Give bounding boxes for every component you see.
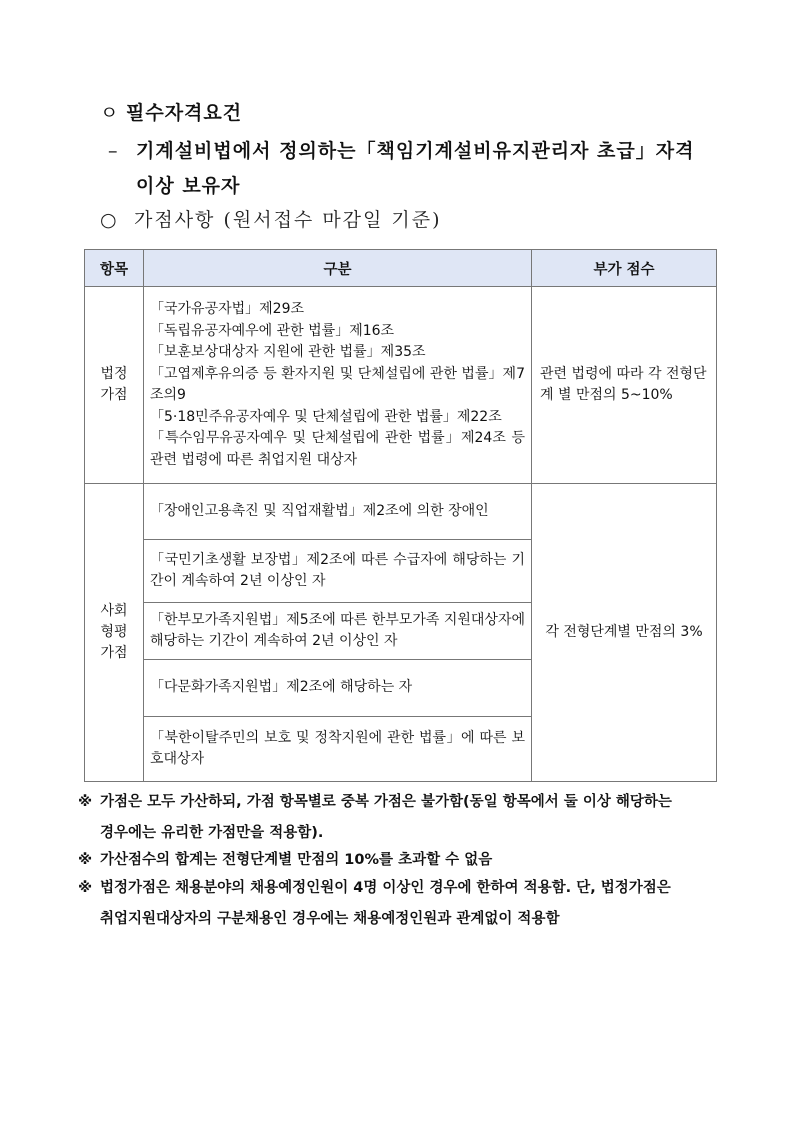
- legal-law-line: 「5·18민주유공자예우 및 단체설립에 관한 법률」제22조: [150, 408, 502, 425]
- header-item: 항목: [85, 250, 144, 287]
- section-title-text: 필수자격요건: [126, 102, 243, 124]
- social-category: 「장애인고용촉진 및 직업재활법」제2조에 의한 장애인: [144, 484, 532, 540]
- bonus-points-table: [84, 249, 717, 782]
- social-category: 「북한이탈주민의 보호 및 정착지원에 관한 법률」에 따른 보호대상자: [144, 717, 532, 782]
- circle-bullet-icon: ○: [100, 209, 119, 231]
- table-row-legal: [85, 287, 717, 484]
- table-row-social: [85, 484, 717, 540]
- table-header-row: [85, 250, 717, 287]
- legal-law-line: 「특수임무유공자예우 및 단체설립에 관한 법률」제24조 등 관련 법령에 따른 취업지원 대상자: [150, 430, 525, 468]
- bonus-title-text: 가점사항 (원서접수 마감일 기준): [134, 209, 442, 231]
- note-3-line-1: 법정가점은 채용분야의 채용예정인원이 4명 이상인 경우에 한하여 적용함. 단, 법정가점은: [100, 880, 671, 896]
- item-social-line: 가점: [100, 645, 128, 661]
- circle-bullet-icon: ㅇ: [100, 102, 120, 124]
- social-category: 「국민기초생활 보장법」제2조에 따른 수급자에 해당하는 기간이 계속하여 2년 이상인 자: [144, 540, 532, 603]
- legal-law-line: 「독립유공자예우에 관한 법률」제16조: [150, 322, 395, 339]
- section-title: [100, 98, 242, 125]
- legal-law-line: 「고엽제후유의증 등 환자지원 및 단체설립에 관한 법률」제7조의9: [150, 365, 525, 403]
- item-social-line: 사회: [100, 603, 128, 619]
- legal-law-line: 「국가유공자법」제29조: [150, 301, 305, 317]
- item-social: [85, 484, 144, 782]
- dash-bullet-icon: –: [108, 140, 119, 162]
- legal-score: 관련 법령에 따라 각 전형단계 별 만점의 5~10%: [532, 287, 717, 484]
- note-1-line-1: 가점은 모두 가산하되, 가점 항목별로 중복 가점은 불가함(동일 항목에서 둘 이상 해당하는: [100, 794, 672, 810]
- bonus-section-title: [100, 205, 442, 232]
- social-category: 「다문화가족지원법」제2조에 해당하는 자: [144, 660, 532, 717]
- reference-mark-icon: ※: [78, 794, 93, 810]
- legal-law-line: 「보훈보상대상자 지원에 관한 법률」제35조: [150, 344, 426, 360]
- note-3-line-2: 취업지원대상자의 구분채용인 경우에는 채용예정인원과 관계없이 적용함: [100, 911, 560, 927]
- requirement-text: [108, 134, 748, 204]
- note-1-line-2: 경우에는 유리한 가점만을 적용함).: [100, 825, 324, 841]
- item-legal-line: 법정: [100, 366, 128, 382]
- item-legal-line: 가점: [100, 387, 128, 403]
- header-category: 구분: [144, 250, 532, 287]
- note-2-text: 가산점수의 합계는 전형단계별 만점의 10%를 초과할 수 없음: [100, 852, 493, 868]
- item-social-line: 형평: [100, 624, 128, 640]
- requirement-line-2: 이상 보유자: [136, 175, 241, 197]
- social-category: 「한부모가족지원법」제5조에 따른 한부모가족 지원대상자에 해당하는 기간이 계속하여 2년 이상인 자: [144, 603, 532, 660]
- note-1: [78, 787, 728, 849]
- note-2: [78, 845, 728, 876]
- note-3: [78, 873, 728, 935]
- requirement-line-1: 기계설비법에서 정의하는「책임기계설비유지관리자 초급」자격: [136, 140, 695, 162]
- header-score: 부가 점수: [532, 250, 717, 287]
- legal-category-list: [144, 287, 532, 484]
- reference-mark-icon: ※: [78, 852, 93, 868]
- item-legal: [85, 287, 144, 484]
- social-score: 각 전형단계별 만점의 3%: [532, 484, 717, 782]
- reference-mark-icon: ※: [78, 880, 93, 896]
